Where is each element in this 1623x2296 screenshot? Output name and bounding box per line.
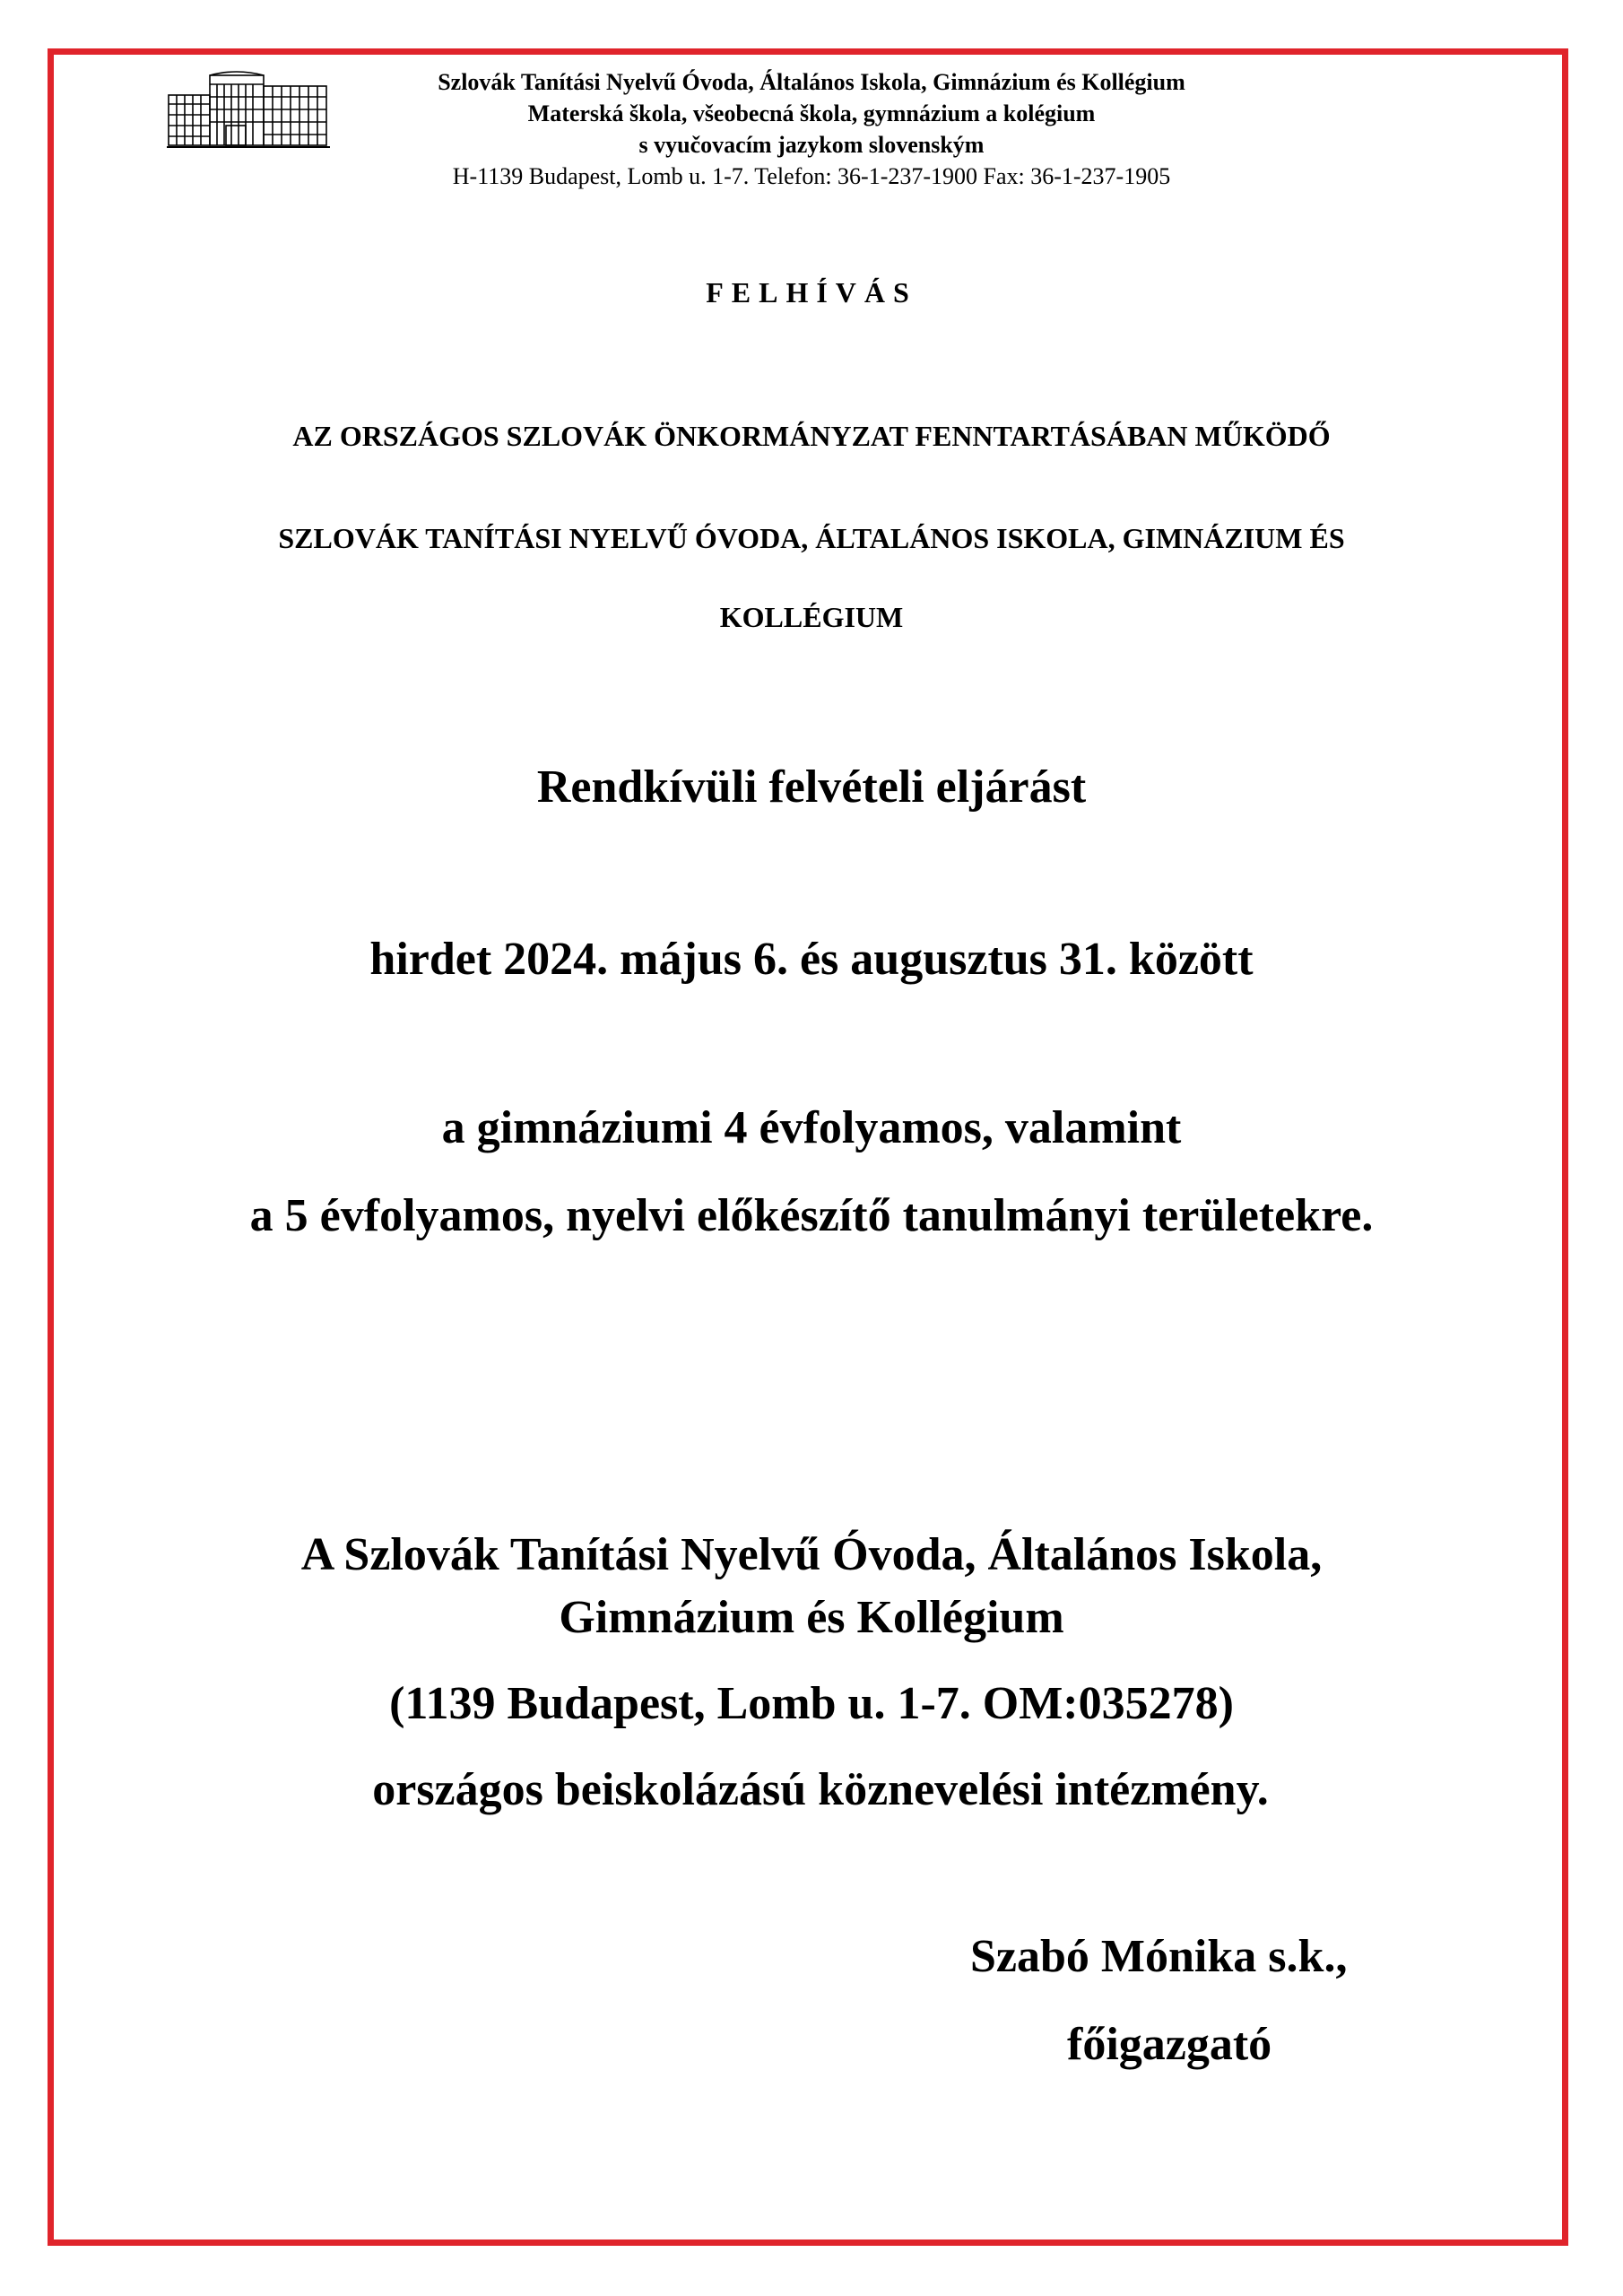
notice-caps-line-3: KOLLÉGIUM xyxy=(719,601,904,633)
signature-role: főigazgató xyxy=(1067,2019,1272,2070)
signature-name: Szabó Mónika s.k., xyxy=(970,1931,1348,1982)
notice-dates: hirdet 2024. május 6. és augusztus 31. között xyxy=(369,934,1254,985)
letterhead-school-name-sk-2: s vyučovacím jazykom slovenským xyxy=(638,132,985,158)
letterhead-contact: H-1139 Budapest, Lomb u. 1-7. Telefon: 36-1-237-1900 Fax: 36-1-237-1905 xyxy=(452,163,1171,189)
notice-scope-line-1: a gimnáziumi 4 évfolyamos, valamint xyxy=(441,1102,1182,1153)
letterhead-school-name-sk: Materská škola, všeobecná škola, gymnázium a kolégium xyxy=(527,100,1096,126)
notice-heading: FELHÍVÁS xyxy=(706,276,917,309)
institution-address: (1139 Budapest, Lomb u. 1-7. OM:035278) xyxy=(389,1678,1234,1729)
notice-caps-line-2: SZLOVÁK TANÍTÁSI NYELVŰ ÓVODA, ÁLTALÁNOS ISKOLA, GIMNÁZIUM ÉS xyxy=(278,522,1345,554)
institution-line-1: A Szlovák Tanítási Nyelvű Óvoda, Általános Iskola, xyxy=(300,1529,1323,1580)
notice-title: Rendkívüli felvételi eljárást xyxy=(536,761,1087,813)
letterhead-school-name-hu: Szlovák Tanítási Nyelvű Óvoda, Általános Iskola, Gimnázium és Kollégium xyxy=(438,69,1185,95)
school-building-logo-icon xyxy=(167,70,330,151)
institution-line-2: Gimnázium és Kollégium xyxy=(559,1592,1064,1643)
notice-scope-line-2: a 5 évfolyamos, nyelvi előkészítő tanulmányi területekre. xyxy=(249,1190,1374,1241)
letterhead xyxy=(341,66,1282,192)
institution-description: országos beiskolázású köznevelési intézmény. xyxy=(372,1764,1269,1815)
notice-caps-line-1: AZ ORSZÁGOS SZLOVÁK ÖNKORMÁNYZAT FENNTARTÁSÁBAN MŰKÖDŐ xyxy=(292,420,1331,452)
